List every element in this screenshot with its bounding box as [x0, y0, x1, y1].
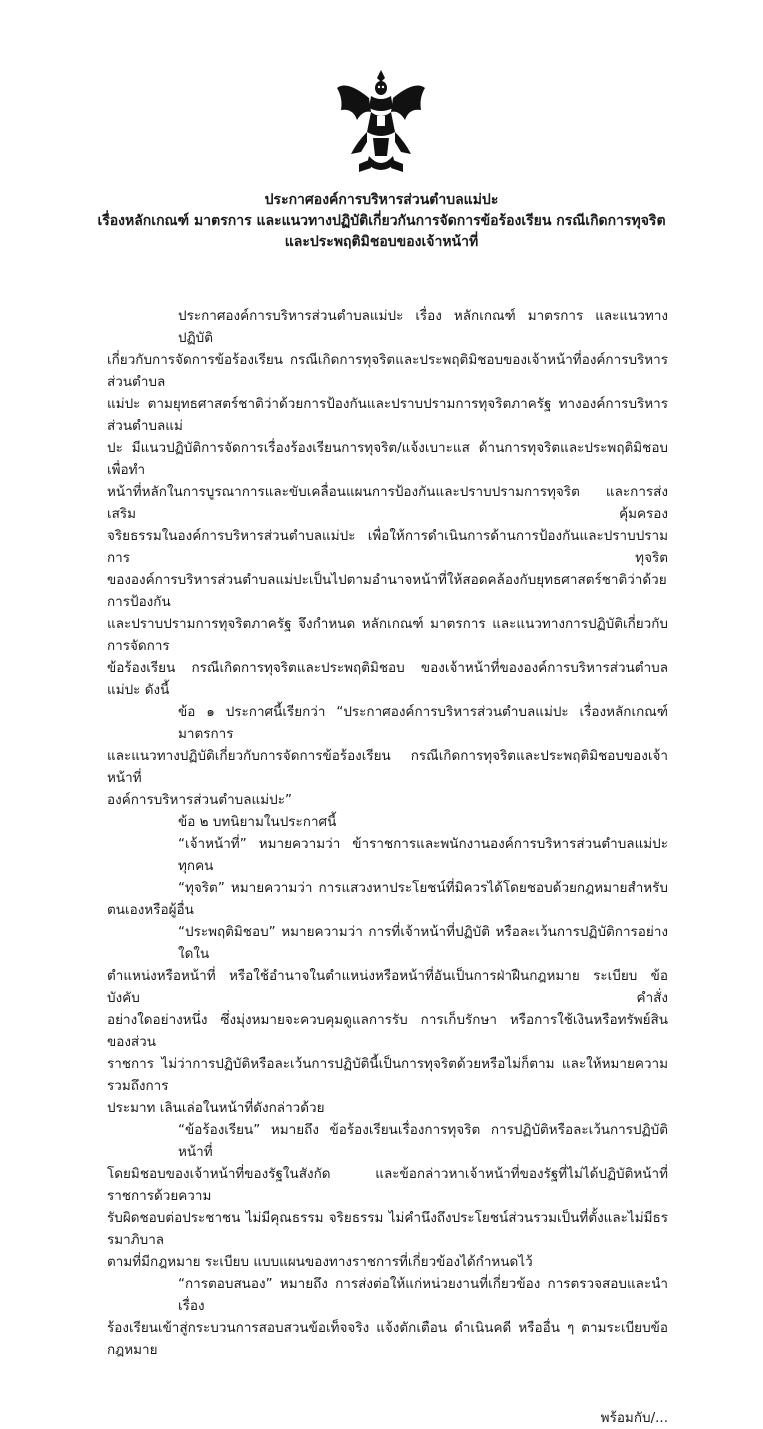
body-line: และแนวทางปฏิบัติเกี่ยวกับการจัดการข้อร้องเรียน กรณีเกิดการทุจริตและประพฤติมิชอบของเจ้าหน้าที่: [107, 748, 668, 786]
body-line: และปราบปรามการทุจริตภาครัฐ จึงกำหนด หลักเกณฑ์ มาตรการ และแนวทางการปฏิบัติเกี่ยวกับการจัดการ: [107, 616, 668, 654]
body-line: “ข้อร้องเรียน” หมายถึง ข้อร้องเรียนเรื่องการทุจริต การปฏิบัติหรือละเว้นการปฏิบัติ หน้าที่: [178, 1122, 668, 1160]
body-line: ตามที่มีกฎหมาย ระเบียบ แบบแผนของทางราชการที่เกี่ยวข้องได้กำหนดไว้: [107, 1254, 533, 1270]
announcement-heading: [20, 190, 743, 253]
document-content: [107, 305, 668, 1429]
body-line: หน้าที่หลักในการบูรณาการและขับเคลื่อนแผนการป้องกันและปราบปรามการทุจริต และการส่งเสริม คุ้มครอง: [107, 484, 668, 522]
body-line: “ทุจริต” หมายความว่า การแสวงหาประโยชน์ที่มิควรได้โดยชอบด้วยกฎหมายสำหรับ: [178, 880, 668, 896]
body-line: ประกาศองค์การบริหารส่วนตำบลแม่ปะ เรื่อง หลักเกณฑ์ มาตรการ และแนวทางปฏิบัติ: [178, 308, 668, 346]
body-line: ปะ มีแนวปฏิบัติการจัดการเรื่องร้องเรียนการทุจริต/แจ้งเบาะแส ด้านการทุจริตและประพฤติมิชอบ เพื่อทำ: [107, 440, 668, 478]
body-line: ตนเองหรือผู้อื่น: [107, 902, 194, 918]
body-line: ประมาท เลินเล่อในหน้าที่ดังกล่าวด้วย: [107, 1100, 325, 1116]
body-line: ร้องเรียนเข้าสู่กระบวนการสอบสวนข้อเท็จจริง แจ้งตักเตือน ดำเนินคดี หรืออื่น ๆ ตามระเบียบข้อกฎหมาย: [107, 1320, 668, 1358]
body-line: องค์การบริหารส่วนตำบลแม่ปะ”: [107, 792, 292, 808]
body-line: ข้อ ๑ ประกาศนี้เรียกว่า “ประกาศองค์การบริหารส่วนตำบลแม่ปะ เรื่องหลักเกณฑ์มาตรการ: [178, 704, 668, 742]
body-line: แม่ปะ ตามยุทธศาสตร์ชาติว่าด้วยการป้องกันและปราบปรามการทุจริตภาครัฐ ทางองค์การบริหารส่วนตำบลแม่: [107, 396, 668, 434]
announcement-subject-cont: และประพฤติมิชอบของเจ้าหน้าที่: [284, 234, 479, 250]
garuda-emblem-icon: [333, 68, 429, 176]
body-line: จริยธรรมในองค์การบริหารส่วนตำบลแม่ปะ เพื่อให้การดำเนินการด้านการป้องกันและปราบปรามการ ทุจริต: [107, 528, 668, 566]
body-line: โดยมิชอบของเจ้าหน้าที่ของรัฐในสังกัด และข้อกล่าวหาเจ้าหน้าที่ของรัฐที่ไม่ได้ปฏิบัติหน้าที่ราชการด้วยความ: [107, 1166, 668, 1204]
body-line: “การตอบสนอง” หมายถึง การส่งต่อให้แก่หน่วยงานที่เกี่ยวข้อง การตรวจสอบและนำเรื่อง: [178, 1276, 668, 1314]
document-body: [107, 305, 668, 1361]
body-line: เกี่ยวกับการจัดการข้อร้องเรียน กรณีเกิดการทุจริตและประพฤติมิชอบของเจ้าหน้าที่องค์การบริหารส่วนตำบล: [107, 352, 668, 390]
body-line: ขององค์การบริหารส่วนตำบลแม่ปะเป็นไปตามอำนาจหน้าที่ให้สอดคล้องกับยุทธศาสตร์ชาติว่าด้วยการป้องกัน: [107, 572, 667, 610]
body-line: “เจ้าหน้าที่” หมายความว่า ข้าราชการและพนักงานองค์การบริหารส่วนตำบลแม่ปะทุกคน: [178, 836, 668, 874]
body-line: ข้อร้องเรียน กรณีเกิดการทุจริตและประพฤติมิชอบ ของเจ้าหน้าที่ขององค์การบริหารส่วนตำบลแม่ปะ ดังนี้: [107, 660, 668, 698]
body-line: รับผิดชอบต่อประชาชน ไม่มีคุณธรรม จริยธรรม ไม่คำนึงถึงประโยชน์ส่วนรวมเป็นที่ตั้งและไม่มีธรรมาภิบาล: [107, 1210, 668, 1248]
body-line: อย่างใดอย่างหนึ่ง ซึ่งมุ่งหมายจะควบคุมดูแลการรับ การเก็บรักษา หรือการใช้เงินหรือทรัพย์สิน ของส่วน: [107, 1012, 668, 1050]
body-line: “ประพฤติมิชอบ” หมายความว่า การที่เจ้าหน้าที่ปฏิบัติ หรือละเว้นการปฏิบัติการอย่างใดใน: [178, 924, 668, 962]
page-continuation: พร้อมกับ/...: [600, 1410, 668, 1426]
announcement-subject: เรื่องหลักเกณฑ์ มาตรการ และแนวทางปฏิบัติเกี่ยวกันการจัดการข้อร้องเรียน กรณีเกิดการทุจริต: [97, 213, 666, 229]
body-line: ข้อ ๒ บทนิยามในประกาศนี้: [178, 814, 337, 830]
body-line: ราชการ ไม่ว่าการปฏิบัติหรือละเว้นการปฏิบัตินี้เป็นการทุจริตด้วยหรือไม่ก็ตาม และให้หมายความรวมถึงการ: [107, 1056, 668, 1094]
body-line: ตำแหน่งหรือหน้าที่ หรือใช้อำนาจในตำแหน่งหรือหน้าที่อันเป็นการฝ่าฝืนกฎหมาย ระเบียบ ข้อบังคับ คำสั่ง: [107, 968, 668, 1006]
announcement-title: ประกาศองค์การบริหารส่วนตำบลแม่ปะ: [264, 192, 499, 208]
